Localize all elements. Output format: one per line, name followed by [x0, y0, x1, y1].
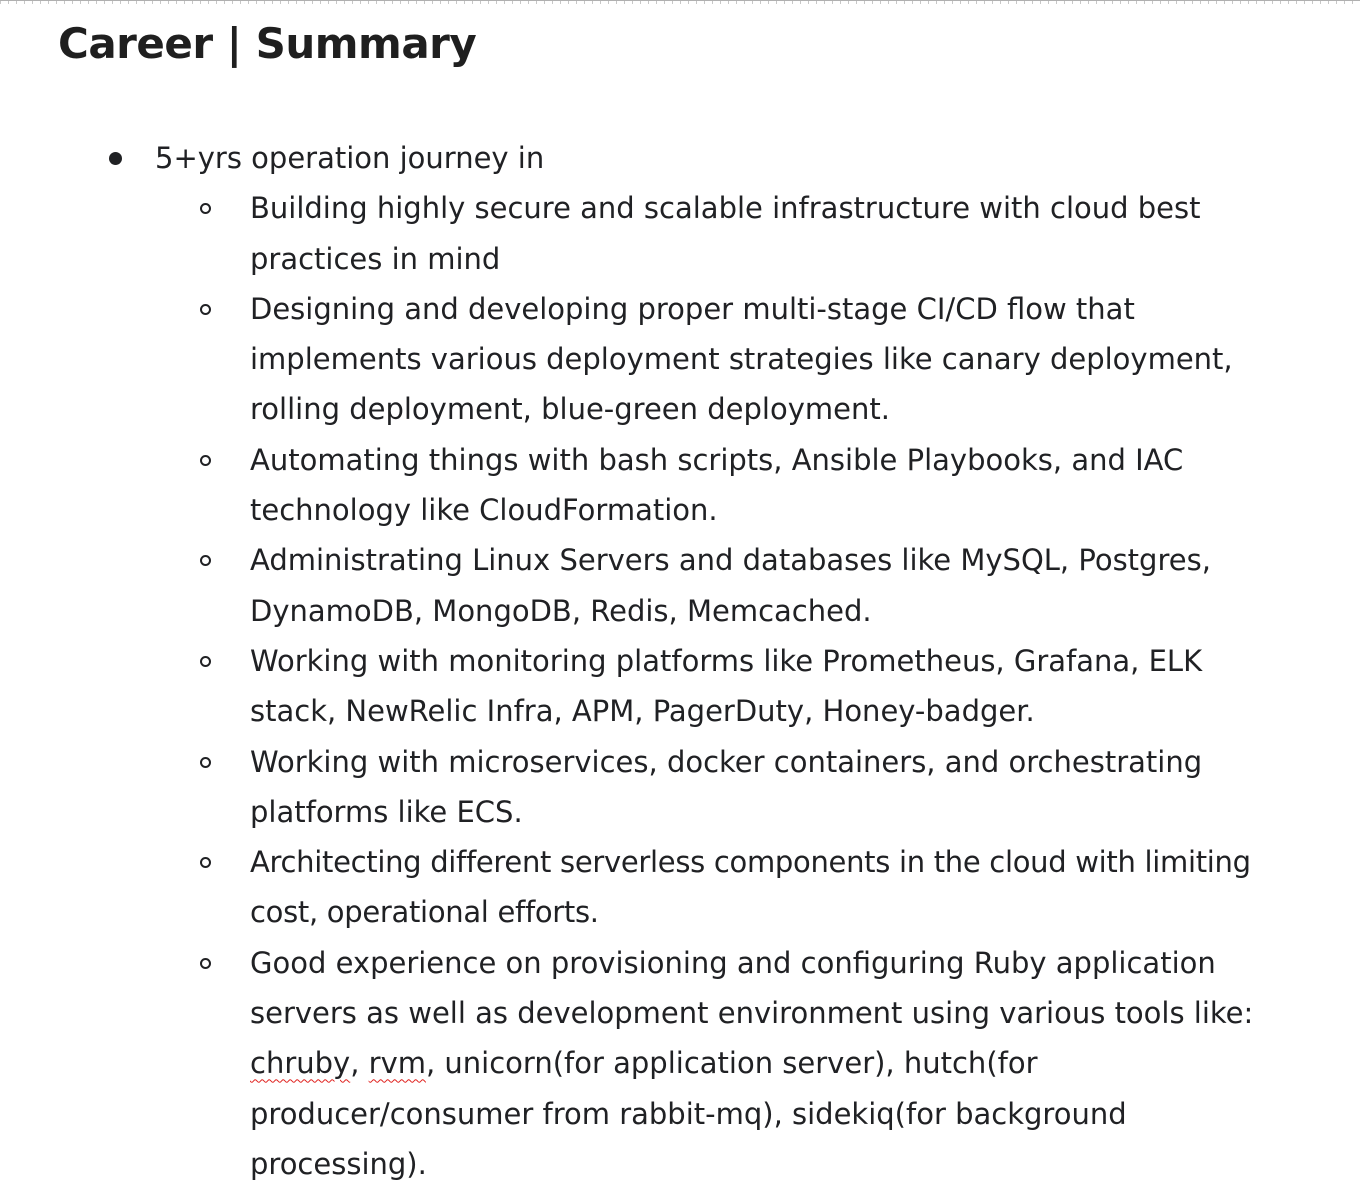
spellcheck-flagged-word[interactable]: chruby: [250, 1046, 351, 1081]
hollow-bullet-icon: [200, 656, 211, 667]
list-item: [250, 737, 1290, 838]
list-item: [250, 636, 1290, 737]
list-item: [250, 938, 1290, 1189]
list-item: [250, 183, 1290, 284]
list-item-text: Automating things with bash scripts, Ansible Playbooks, and IAC technology like CloudFormation.: [250, 442, 1184, 528]
hollow-bullet-icon: [200, 857, 211, 868]
hollow-bullet-icon: [200, 555, 211, 566]
hollow-bullet-icon: [200, 304, 211, 315]
list-item-text: [250, 938, 1290, 1189]
list-item-text-lead: Good experience on provisioning and configuring Ruby application servers as well as development environment using various tools like:: [250, 945, 1254, 1031]
list-item: [250, 435, 1290, 536]
list-item: [250, 837, 1290, 938]
hollow-bullet-icon: [200, 203, 211, 214]
hollow-bullet-icon: [200, 455, 211, 466]
list-item-text: Architecting different serverless components in the cloud with limiting cost, operational efforts.: [250, 845, 1251, 930]
list-item-text: Working with monitoring platforms like Prometheus, Grafana, ELK stack, NewRelic Infra, APM, PagerDuty, Honey-badger.: [250, 643, 1203, 729]
page-title: Career | Summary: [58, 19, 477, 68]
hollow-bullet-icon: [200, 757, 211, 768]
page-top-ruler: [0, 0, 1360, 4]
summary-heading: 5+yrs operation journey in: [155, 141, 545, 175]
list-item-text-separator: ,: [350, 1046, 369, 1081]
list-item: [250, 535, 1290, 636]
hollow-bullet-icon: [200, 958, 211, 969]
summary-sublist: [155, 183, 1360, 1189]
list-item: [250, 284, 1290, 435]
list-item-text: Designing and developing proper multi-stage CI/CD flow that implements various deployment strategies like canary deployment, rolling deployment, blue-green deployment.: [250, 291, 1233, 427]
list-item-text: Administrating Linux Servers and databases like MySQL, Postgres, DynamoDB, MongoDB, Redis, Memcached.: [250, 543, 1211, 628]
list-item-text: Working with microservices, docker containers, and orchestrating platforms like ECS.: [250, 744, 1203, 829]
list-item-text-rest: , unicorn(for application server), hutch(for producer/consumer from rabbit-mq), sidekiq(for background processing).: [250, 1046, 1127, 1181]
summary-list: [0, 133, 1360, 1189]
list-item: [0, 133, 1360, 1189]
spellcheck-flagged-word[interactable]: rvm: [368, 1046, 426, 1081]
list-item-text: Building highly secure and scalable infrastructure with cloud best practices in mind: [250, 191, 1201, 276]
filled-bullet-icon: [109, 152, 122, 165]
